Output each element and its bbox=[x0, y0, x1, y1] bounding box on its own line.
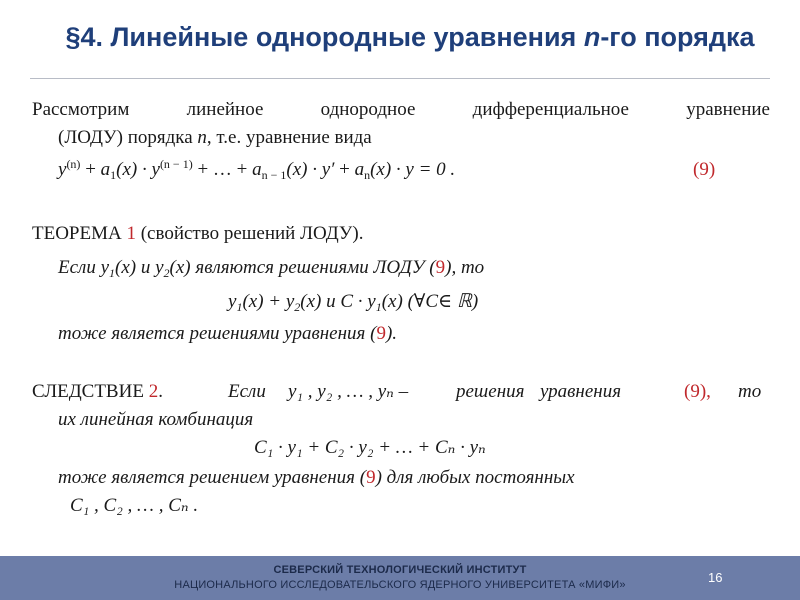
title-prefix: §4. Линейные однородные уравнения bbox=[65, 22, 584, 52]
title-suffix: -го порядка bbox=[600, 22, 755, 52]
theorem-line-3: тоже является решениями уравнения (9). bbox=[58, 323, 398, 344]
equation-number: (9) bbox=[693, 159, 716, 180]
footer-institute: СЕВЕРСКИЙ ТЕХНОЛОГИЧЕСКИЙ ИНСТИТУТ bbox=[273, 564, 527, 576]
title-variable: n bbox=[583, 22, 601, 52]
corollary-line-2: их линейная комбинация bbox=[58, 409, 254, 430]
intro-line-2: (ЛОДУ) порядка n, т.е. уравнение вида bbox=[58, 127, 372, 148]
corollary-line-4: тоже является решением уравнения (9) для любых постоянных bbox=[58, 467, 575, 488]
footer-university: НАЦИОНАЛЬНОГО ИССЛЕДОВАТЕЛЬСКОГО ЯДЕРНОГО УНИВЕРСИТЕТА «МИФИ» bbox=[174, 579, 626, 591]
corollary-word-equation: уравнения bbox=[540, 381, 622, 402]
corollary-label: СЛЕДСТВИЕ 2. bbox=[32, 381, 163, 402]
theorem-line-2: $y_1(x) + y_2(x)$ и $C \cdot y_1(x)$ (∀C∈ ℝ) bbox=[228, 291, 479, 314]
linear-combination: C₁ · y₁ + C₂ · y₂ + … + Cₙ · yₙ bbox=[254, 437, 486, 458]
footer-bar bbox=[0, 556, 800, 600]
theorem-line-1: Если $y_1(x)$ и $y_2(x)$ являются решениями ЛОДУ (9), то bbox=[58, 257, 485, 280]
title-divider bbox=[30, 78, 770, 79]
equation-9: $y^{(n)} + a_1(x) \cdot y^{(n - 1)}$ + … + $a_{n - 1}(x) \cdot y' + a_n(x) \cdot y = 0$ . bbox=[58, 157, 456, 182]
slide-title bbox=[30, 22, 790, 53]
corollary-line-5: C₁ , C₂ , … , Cₙ . bbox=[70, 495, 199, 516]
corollary-word-if: Если bbox=[228, 381, 266, 402]
page-number: 16 bbox=[708, 570, 723, 585]
corollary-word-ys: y₁ , y₂ , … , yₙ – bbox=[288, 381, 409, 402]
theorem-heading: ТЕОРЕМА 1 (свойство решений ЛОДУ). bbox=[32, 223, 364, 244]
intro-line-1: Рассмотрим линейное однородное дифференциальное уравнение bbox=[32, 99, 770, 120]
corollary-ref: (9), bbox=[684, 381, 711, 402]
corollary-word-solutions: решения bbox=[456, 381, 525, 402]
corollary-word-then: то bbox=[738, 381, 762, 402]
